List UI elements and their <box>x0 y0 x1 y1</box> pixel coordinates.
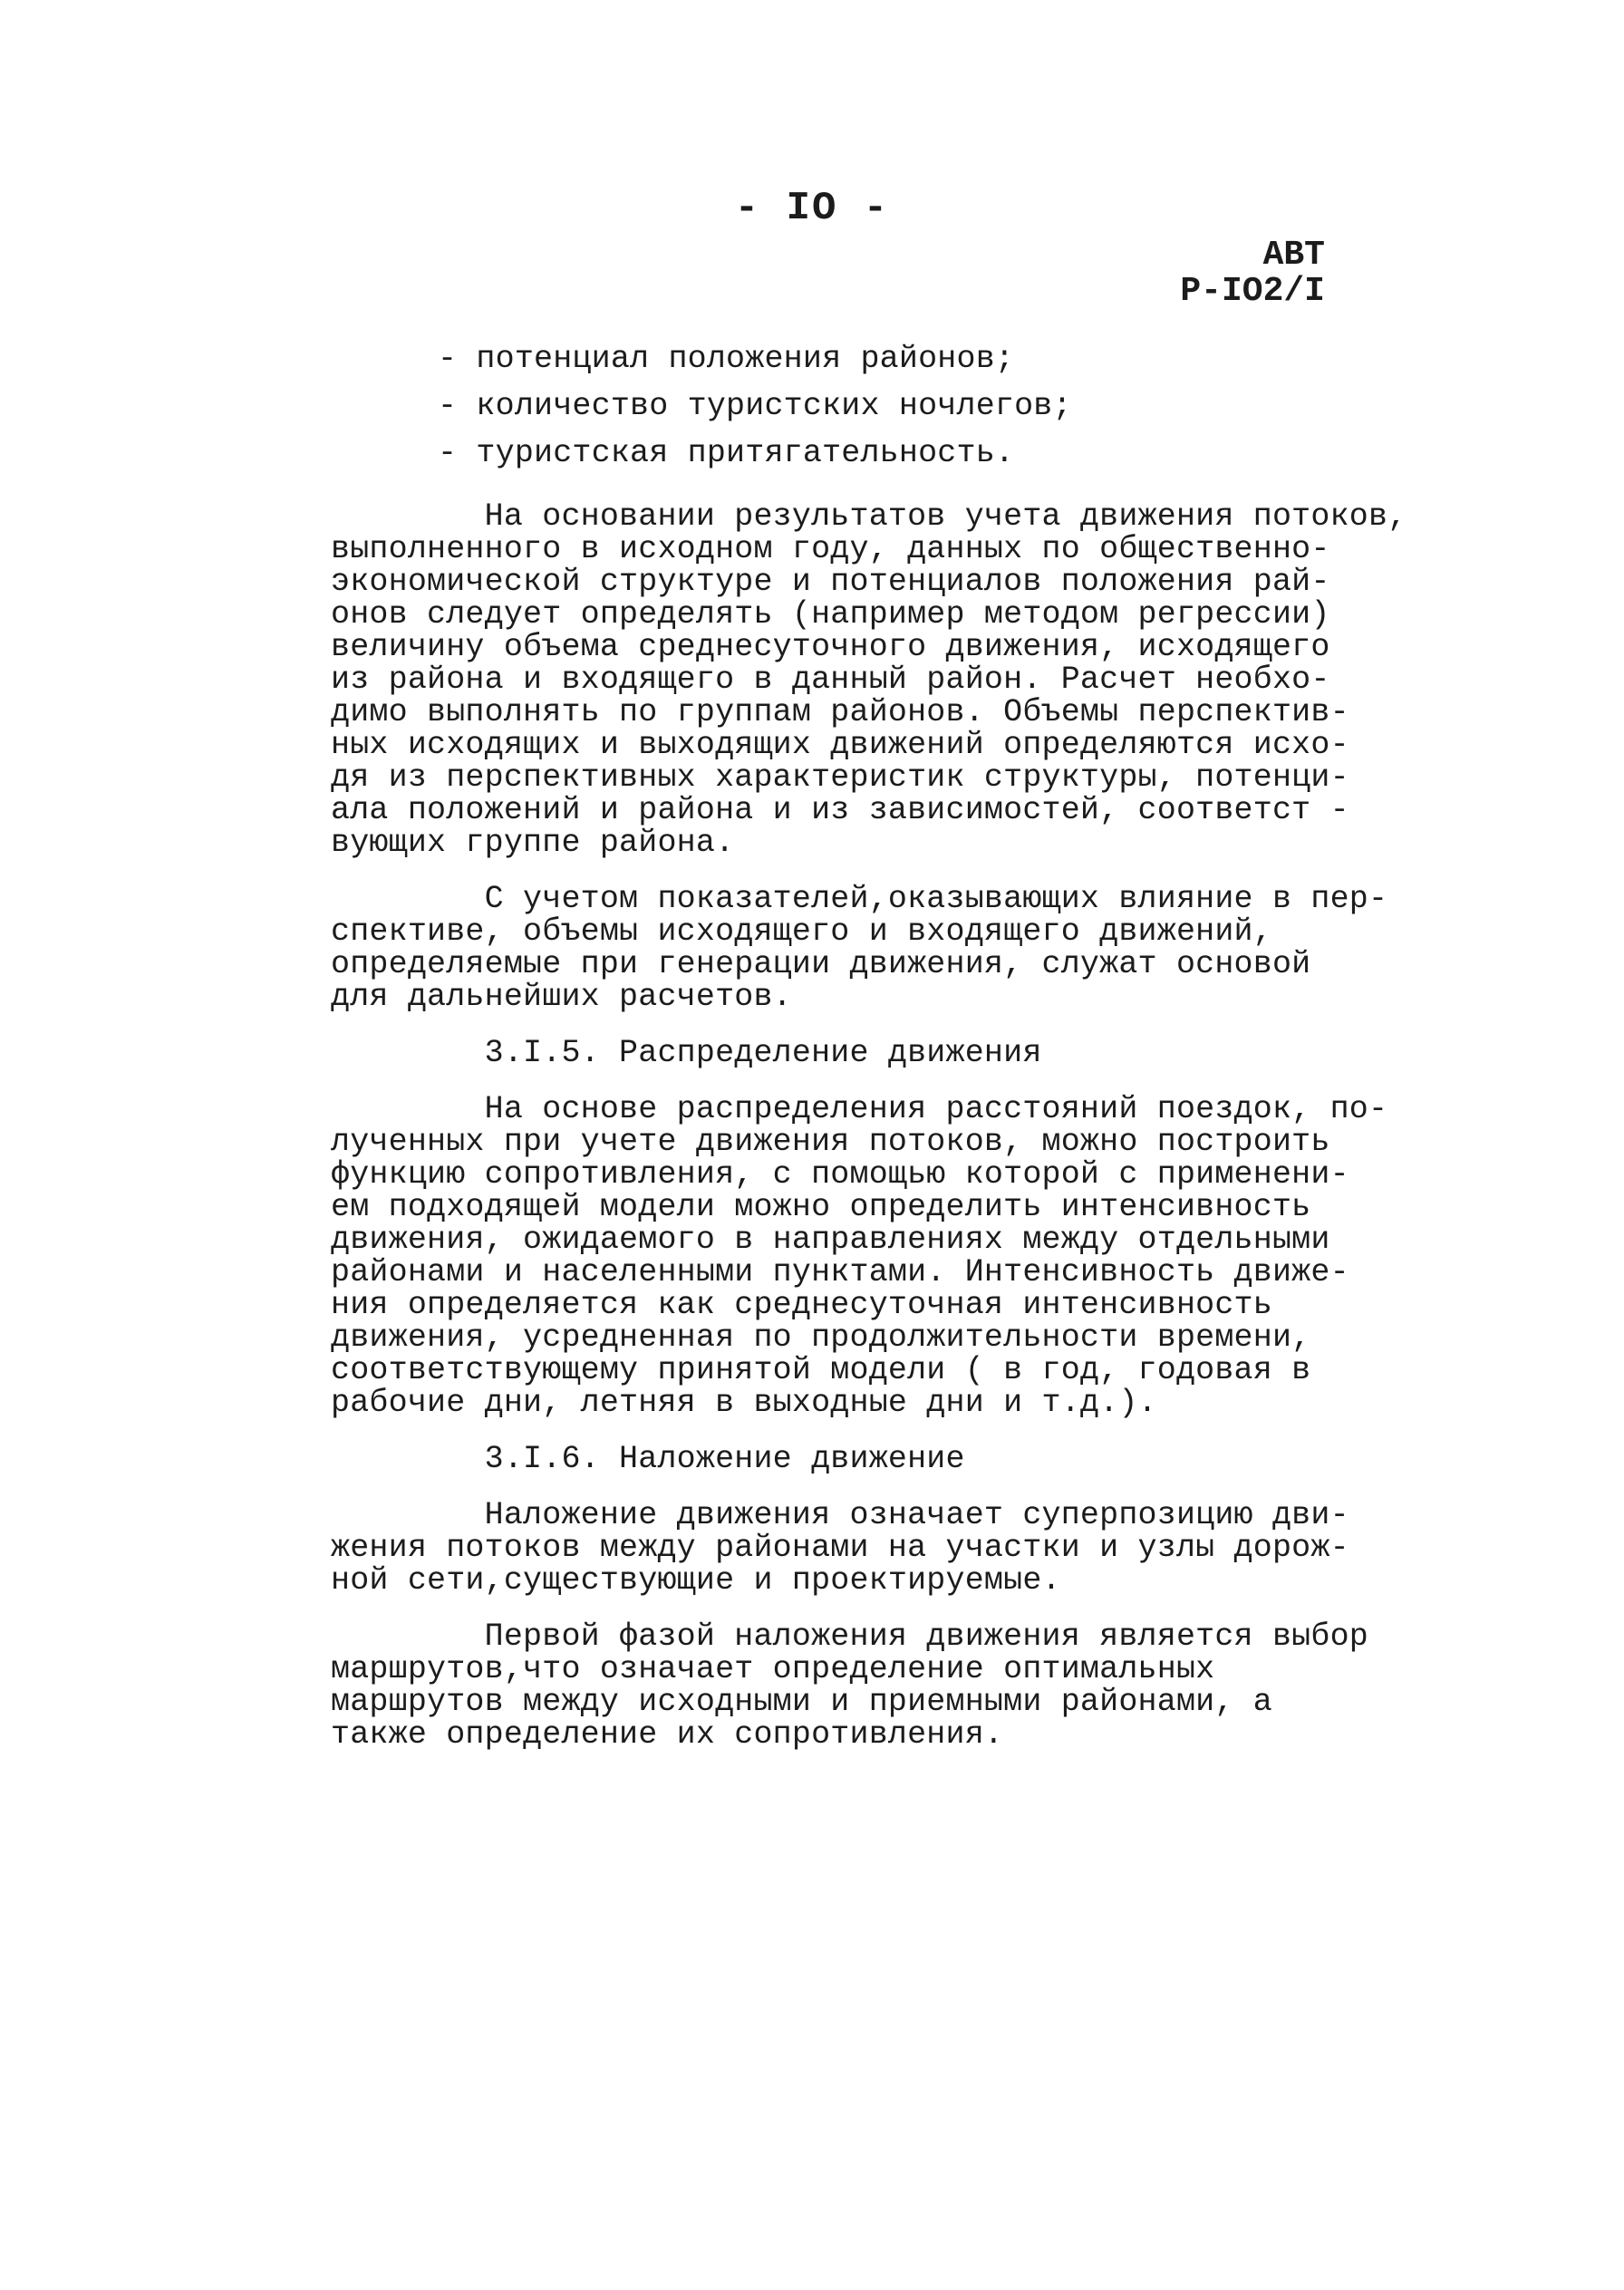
list-item: - количество туристских ночлегов; <box>438 388 1072 424</box>
text-line: движения, усредненная по продолжительности времени, <box>331 1319 1311 1356</box>
text-line: онов следует определять (например методом регрессии) <box>331 596 1330 633</box>
document-body <box>331 335 1407 1753</box>
text-line: Первой фазой наложения движения является выбор <box>331 1618 1368 1655</box>
text-line: функцию сопротивления, с помощью которой с применени- <box>331 1156 1349 1193</box>
text-line: выполненного в исходном году, данных по общественно- <box>331 531 1330 567</box>
bullet-list <box>331 335 1400 477</box>
text-line: ния определяется как среднесуточная интенсивность <box>331 1287 1272 1323</box>
section-heading-3-1-6: 3.I.6. Наложение движение <box>331 1441 965 1477</box>
text-line: районами и населенными пунктами. Интенсивность движе- <box>331 1254 1349 1290</box>
text-line: ных исходящих и выходящих движений определяются исхо- <box>331 727 1349 763</box>
text-line: величину объема среднесуточного движения, исходящего <box>331 629 1330 665</box>
text-line: димо выполнять по группам районов. Объемы перспектив- <box>331 694 1349 730</box>
text-line: маршрутов,что означает определение оптимальных <box>331 1651 1215 1687</box>
text-line: На основе распределения расстояний поездок, по- <box>331 1091 1388 1127</box>
text-line: ала положений и района и из зависимостей, соответст - <box>331 792 1349 828</box>
text-line: рабочие дни, летняя в выходные дни и т.д.). <box>331 1385 1157 1421</box>
paragraph-distribution <box>331 1093 1400 1419</box>
text-line: спективе, объемы исходящего и входящего движений, <box>331 913 1272 950</box>
text-line: из района и входящего в данный район. Расчет необхо- <box>331 662 1330 698</box>
text-line: движения, ожидаемого в направлениях между отдельными <box>331 1222 1330 1258</box>
text-line: ем подходящей модели можно определить интенсивность <box>331 1189 1311 1225</box>
text-line: жения потоков между районами на участки и узлы дорож- <box>331 1530 1349 1566</box>
paragraph-generation-results <box>331 498 1407 861</box>
text-line: На основании результатов учета движения потоков, <box>331 498 1407 535</box>
text-line: лученных при учете движения потоков, можно построить <box>331 1124 1330 1160</box>
text-line: маршрутов между исходными и приемными районами, а <box>331 1684 1272 1720</box>
text-line: экономической структуре и потенциалов положения рай- <box>331 564 1330 600</box>
text-line: определяемые при генерации движения, служат основой <box>331 946 1311 982</box>
text-line: также определение их сопротивления. <box>331 1716 1004 1753</box>
text-line: вующих группе района. <box>331 825 735 861</box>
list-item: - туристская притягательность. <box>438 435 1015 471</box>
document-code-line2: Р-IO2/I <box>1180 272 1325 311</box>
document-code <box>1180 237 1325 310</box>
text-line: дя из перспективных характеристик структуры, потенци- <box>331 759 1349 796</box>
text-line: Наложение движения означает суперпозицию дви- <box>331 1497 1349 1533</box>
document-code-line1: АВТ <box>1262 236 1325 275</box>
text-line: для дальнейших расчетов. <box>331 979 792 1015</box>
text-line: соответствующему принятой модели ( в год, годовая в <box>331 1352 1311 1388</box>
list-item: - потенциал положения районов; <box>438 341 1015 377</box>
paragraph-route-selection <box>331 1620 1400 1751</box>
text-line: С учетом показателей,оказывающих влияние в пер- <box>331 881 1388 917</box>
page-number: - IO - <box>734 186 890 231</box>
paragraph-indicators <box>331 883 1400 1013</box>
paragraph-superposition <box>331 1499 1400 1597</box>
text-line: ной сети,существующие и проектируемые. <box>331 1562 1061 1599</box>
section-heading-3-1-5: 3.I.5. Распределение движения <box>331 1035 1042 1071</box>
